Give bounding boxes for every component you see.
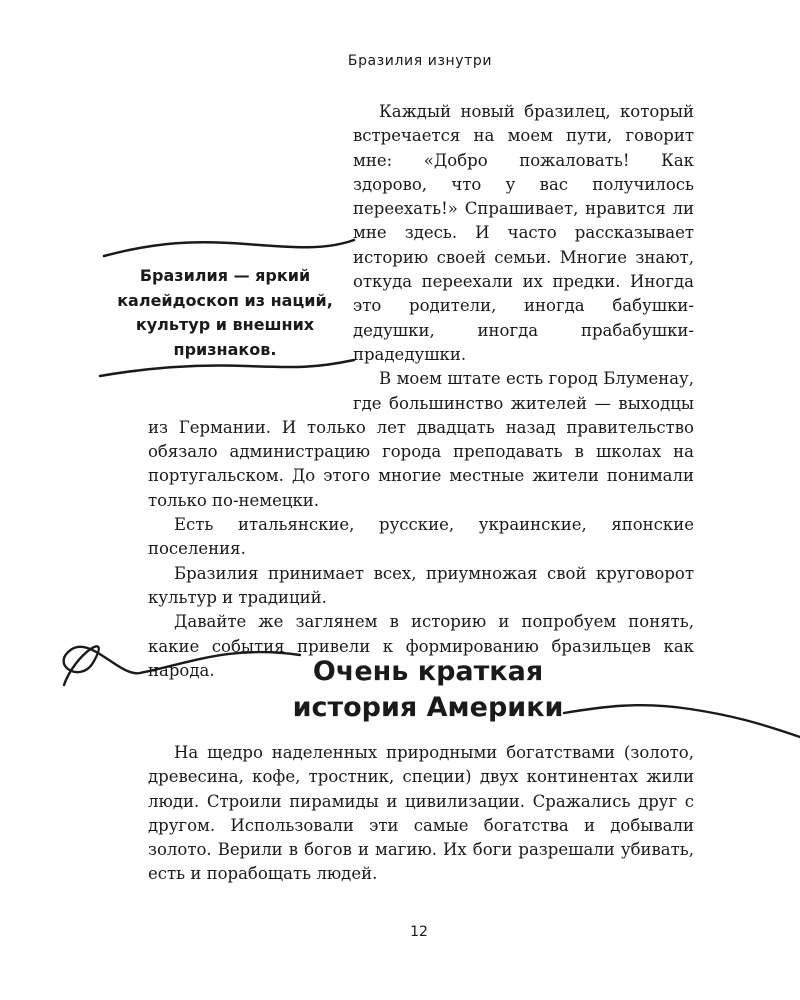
intro-paragraph: В моем штате есть город Блуменау, где большинство жителей — выходцы из Германии. И только лет двадцать назад правительство обязало администрацию города преподавать в школах на португальском. До этого многие местные жители понимали только по-немецки. <box>148 369 694 510</box>
section-title: Очень краткая история Америки <box>292 656 564 723</box>
intro-paragraph: Каждый новый бразилец, который встречается на моем пути, говорит мне: «Добро пожаловать! Как здорово, что у вас получилось переехать!» Спрашивает, нравится ли мне здесь. И часто рассказывает историю своей семьи. Многие знают, откуда переехали их предки. Иногда это родители, иногда бабушки-дедушки, иногда прабабушки-прадедушки. <box>353 102 694 364</box>
intro-paragraph: Бразилия принимает всех, приумножая свой круговорот культур и традиций. <box>148 563 694 607</box>
page-number: 12 <box>410 924 428 940</box>
intro-paragraph: Давайте же заглянем в историю и попробуем понять, какие события привели к формированию бразильцев как народа. <box>148 612 694 680</box>
intro-paragraph: Есть итальянские, русские, украинские, японские поселения. <box>148 515 694 559</box>
section-text <box>148 741 694 887</box>
intro-text <box>148 100 694 683</box>
pull-quote <box>96 228 358 384</box>
pull-quote-text: Бразилия — яркий калейдоскоп из наций, культур и внешних признаков. <box>117 266 333 359</box>
section-paragraph: На щедро наделенных природными богатствами (золото, древесина, кофе, тростник, специи) двух континентах жили люди. Строили пирамиды и цивилизации. Сражались друг с другом. Использовали эти самые богатства и добывали золото. Верили в богов и магию. Их боги разрешали убивать, есть и порабощать людей. <box>148 743 694 884</box>
running-head: Бразилия изнутри <box>347 53 493 69</box>
